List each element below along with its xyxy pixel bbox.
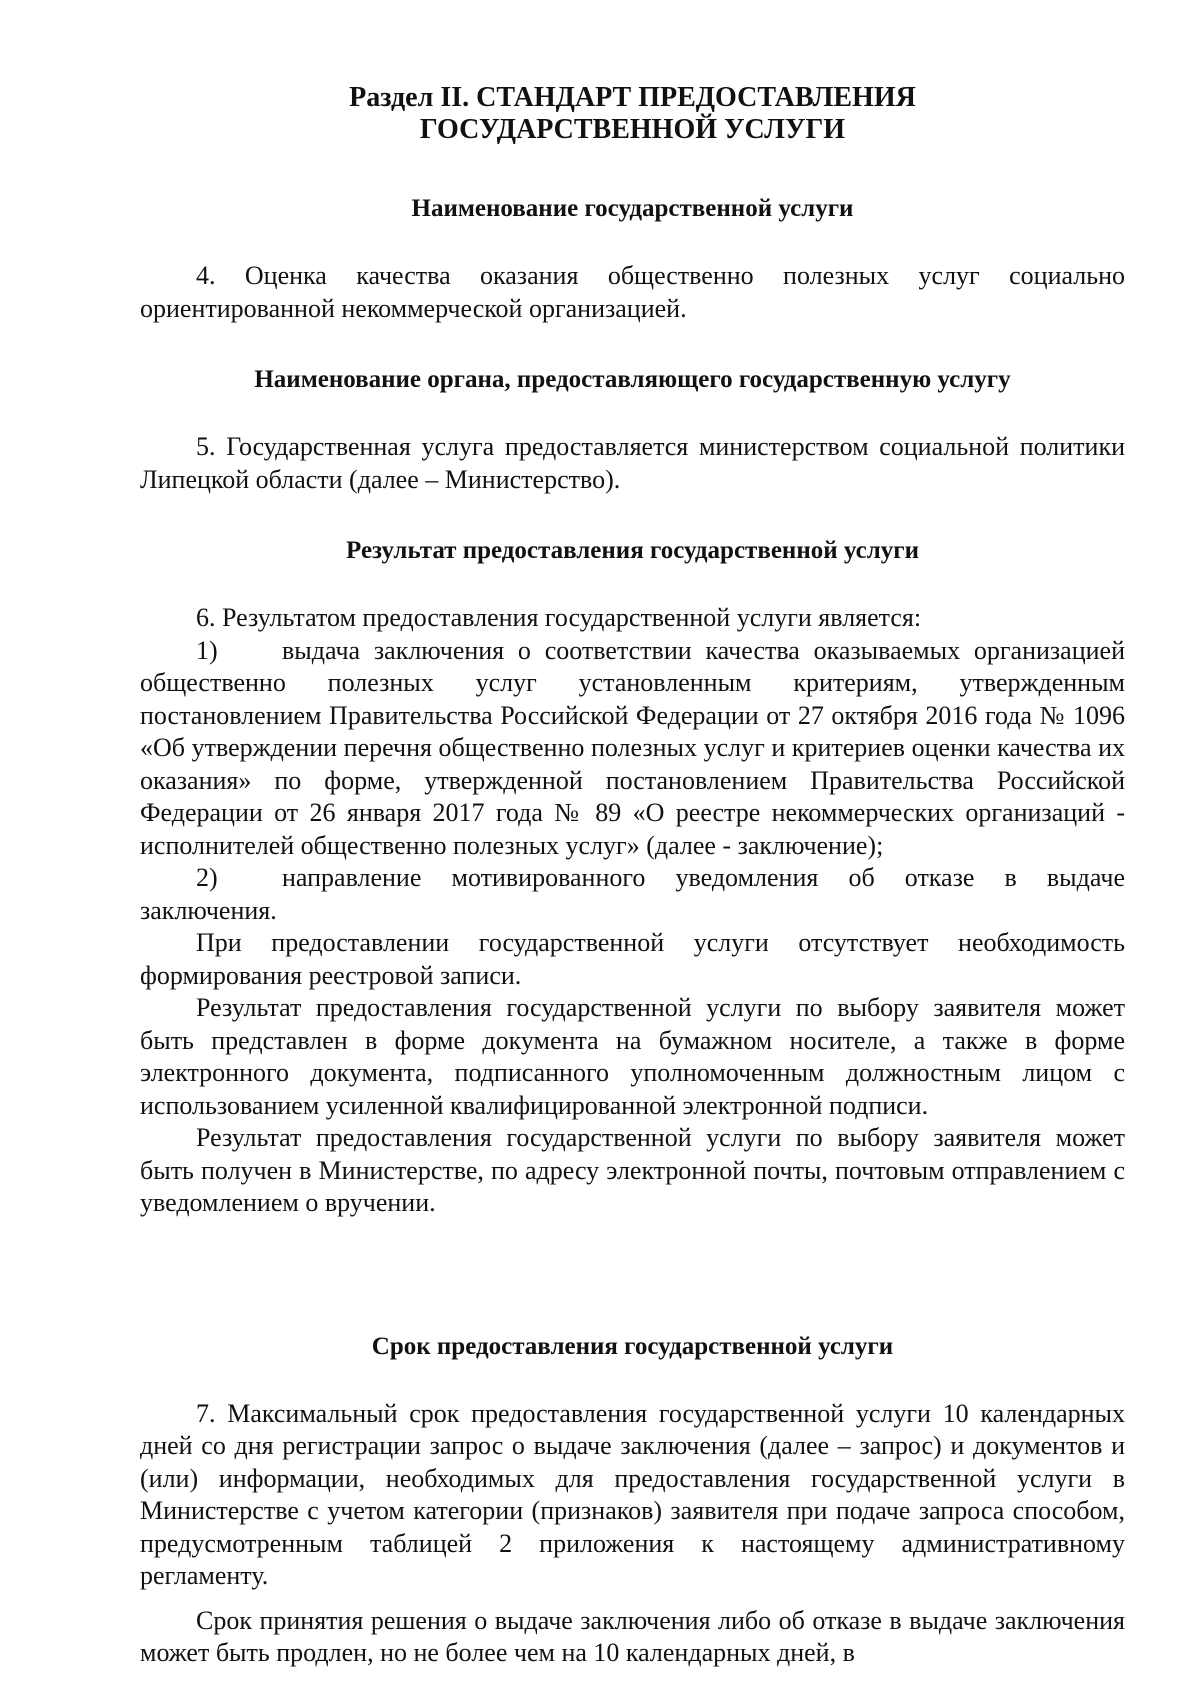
- heading-authority-name: Наименование органа, предоставляющего государственную услугу: [254, 366, 1011, 393]
- paragraph-5: 5. Государственная услуга предоставляется министерством социальной политики Липецкой области (далее – Министерство).: [140, 432, 1125, 494]
- list-item-1: [140, 635, 1125, 863]
- list-item-2-number: 2): [196, 863, 218, 892]
- heading-term: Срок предоставления государственной услуги: [371, 1332, 894, 1360]
- paragraph-6-intro: 6. Результатом предоставления государственной услуги является:: [196, 603, 922, 632]
- paragraph-6-registry: При предоставлении государственной услуги отсутствует необходимость формирования реестровой записи.: [140, 928, 1125, 990]
- section-title-line1: Раздел II. СТАНДАРТ ПРЕДОСТАВЛЕНИЯ: [349, 82, 916, 113]
- list-item-1-number: 1): [196, 635, 218, 665]
- list-item-1-text: выдача заключения о соответствии качества оказываемых организацией общественно полезных услуг установленным критериям, утвержденным постановлением Правительства Российской Федерации от 27 октября 2016 года № 1096 «Об утверждении перечня общественно полезных услуг и критериев оценки качества их оказания» по форме, утвержденной постановлением Правительства Российской Федерации от 26 января 2017 года № 89 «О реестре некоммерческих организаций - исполнителей общественно полезных услуг» (далее - заключение);: [140, 635, 1125, 860]
- list-item-2: [140, 862, 1125, 927]
- paragraph-6-receive: Результат предоставления государственной услуги по выбору заявителя может быть получен в Министерстве, по адресу электронной почты, почтовым отправлением с уведомлением о вручении.: [140, 1123, 1125, 1217]
- paragraph-7-extend: Срок принятия решения о выдаче заключения либо об отказе в выдаче заключения может быть продлен, но не более чем на 10 календарных дней, в: [140, 1605, 1125, 1667]
- heading-result: Результат предоставления государственной услуги: [346, 537, 919, 564]
- paragraph-6-form: Результат предоставления государственной услуги по выбору заявителя может быть представлен в форме документа на бумажном носителе, а также в форме электронного документа, подписанного уполномоченным должностным лицом с использованием усиленной квалифицированной электронной подписи.: [140, 993, 1125, 1120]
- section-title: [140, 82, 1125, 146]
- heading-service-name: Наименование государственной услуги: [411, 195, 854, 222]
- list-item-2-text: направление мотивированного уведомления об отказе в выдаче заключения.: [140, 863, 1125, 925]
- section-title-line2: ГОСУДАРСТВЕННОЙ УСЛУГИ: [419, 114, 846, 145]
- paragraph-7: 7. Максимальный срок предоставления государственной услуги 10 календарных дней со дня регистрации запрос о выдаче заключения (далее – запрос) и документов и (или) информации, необходимых для предоставления государственной услуги в Министерстве с учетом категории (признаков) заявителя при подаче запроса способом, предусмотренным таблицей 2 приложения к настоящему административному регламенту.: [140, 1398, 1125, 1590]
- document-page: [140, 82, 1125, 1670]
- paragraph-4: 4. Оценка качества оказания общественно полезных услуг социально ориентированной некоммерческой организацией.: [140, 261, 1125, 323]
